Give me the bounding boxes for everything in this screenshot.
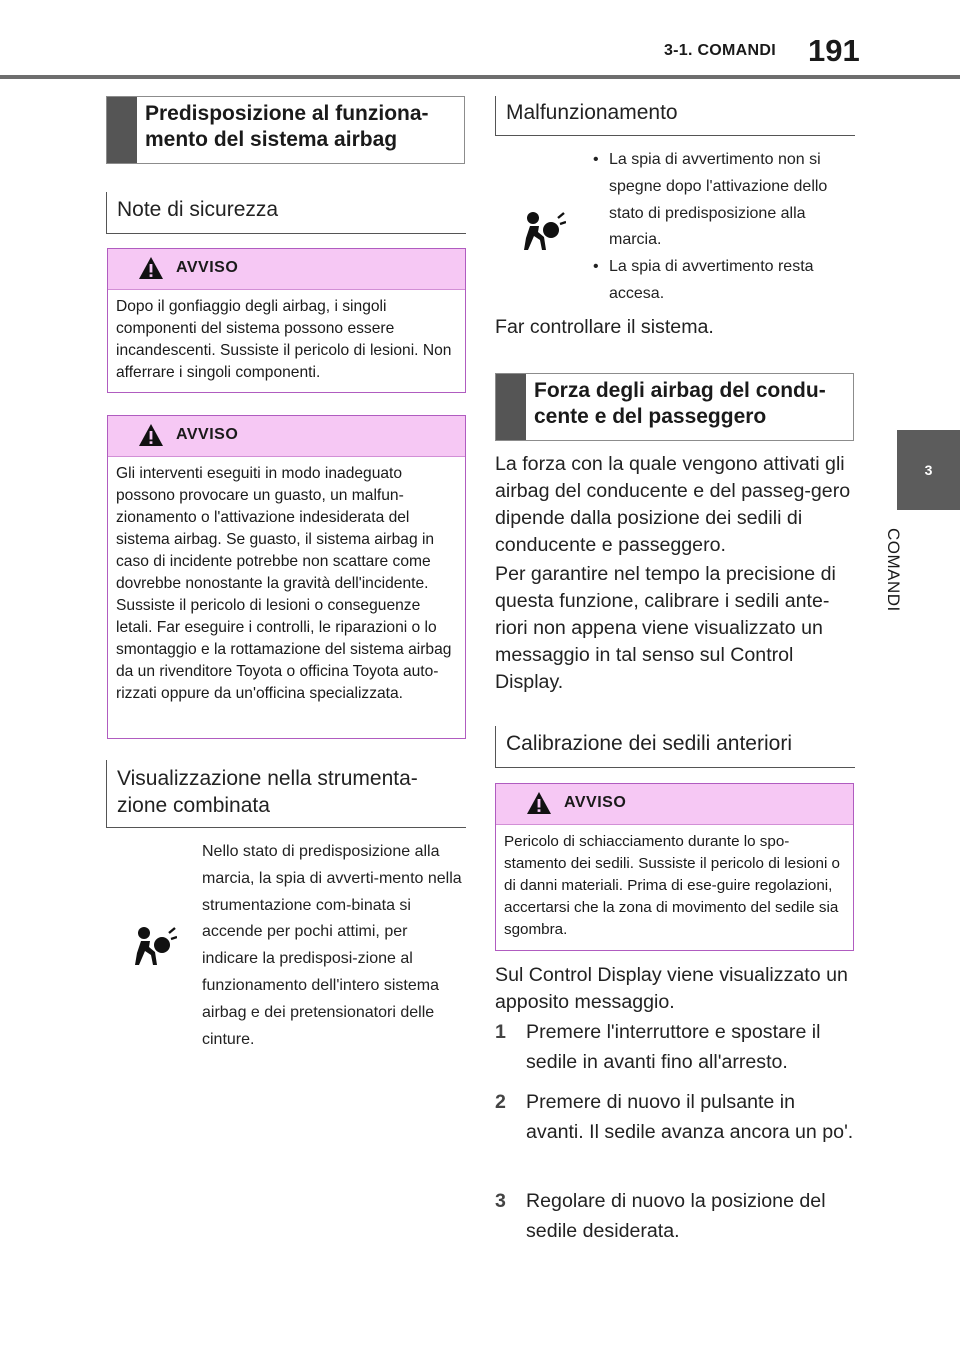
warning-triangle-icon [138,256,164,280]
airbag-force-paragraph: La forza con la quale vengono attivati gli airbag del conducente e del passeg-gero dipende dalla posizione dei sedili di conducente e passeggero. [495,453,851,556]
warning-label: AVVISO [176,426,239,443]
subheading-malfunction: Malfunzionamento [495,96,855,136]
message-paragraph: Sul Control Display viene visualizzato un apposito messaggio. [495,964,848,1013]
step-number: 1 [495,1021,506,1043]
subheading-seat-calibration: Calibrazione dei sedili anteriori [495,726,855,768]
warning-box-2 [107,415,466,739]
list-item: • La spia di avvertimento non si spegne dopo l'attivazione dello stato di predisposizione alla marcia. [593,147,855,254]
subheading-instrument-display: Visualizzazione nella strumenta- zione combinata [106,760,466,828]
step-text: Regolare di nuovo la posizione del sedile desiderata. [526,1190,826,1242]
instrument-display-text: Nello stato di predisposizione alla marcia, la spia di avverti-mento nella strumentazione com-binata si accende per pochi attimi, per indicare la predisposi-zione al funzionamento dell'intero sistema airbag e dei pretensionatori delle cinture. [202,843,462,1048]
step-number: 3 [495,1190,506,1212]
section-heading-airbag-readiness [106,96,465,164]
chapter-tab[interactable] [897,430,960,510]
heading-bar [496,374,526,440]
warning-label: AVVISO [176,259,239,276]
step-2 [495,1087,855,1147]
airbag-warning-icon [520,210,566,256]
warning-box-1 [107,248,466,393]
step-1 [495,1017,855,1077]
step-text: Premere l'interruttore e spostare il sedile in avanti fino all'arresto. [526,1021,821,1073]
chapter-number: 3 [924,462,933,478]
subheading-safety-notes: Note di sicurezza [106,192,466,234]
warning-header [108,416,465,457]
warning-box-3 [495,783,854,951]
header-rule [0,75,960,79]
calibration-hint-paragraph: Per garantire nel tempo la precisione di questa funzione, calibrare i sedili ante-riori non appena viene visualizzato un messaggio in tal senso sul Control Display. [495,563,836,693]
warning-header [108,249,465,290]
warning-label: AVVISO [564,794,627,811]
step-3 [495,1186,855,1246]
heading-bar [107,97,137,163]
chapter-label: COMANDI [884,528,904,612]
warning-text: Gli interventi eseguiti in modo inadeguato possono provocare un guasto, un malfun-zionamento o l'attivazione indesiderata del sistema airbag. Se guasto, il sistema airbag in caso di incidente potrebbe non scattare come dovrebbe nonostante la gravità dell'incidente. Sussiste il pericolo di lesioni o conseguenze letali. Far eseguire i controlli, le riparazioni o lo smontaggio e la rottamazione del sistema airbag da un rivenditore Toyota o officina Toyota auto-rizzati oppure da un'officina specializzata. [116,465,452,702]
section-heading-airbag-force [495,373,854,441]
warning-header [496,784,853,825]
airbag-warning-icon [131,925,177,971]
malfunction-list [593,147,855,308]
step-number: 2 [495,1091,506,1113]
warning-triangle-icon [526,791,552,815]
heading-text: Forza degli airbag del condu- cente e del passeggero [534,379,826,428]
warning-triangle-icon [138,423,164,447]
section-title: 3-1. COMANDI [663,42,776,59]
step-text: Premere di nuovo il pulsante in avanti. Il sedile avanza ancora un po'. [526,1091,854,1143]
check-system-text: Far controllare il sistema. [495,316,714,338]
list-item: • La spia di avvertimento resta accesa. [593,254,855,308]
page-number: 191 [808,33,860,68]
heading-text: Predisposizione al funziona- mento del sistema airbag [145,102,429,151]
warning-text: Dopo il gonfiaggio degli airbag, i singoli componenti del sistema possono essere incandescenti. Sussiste il pericolo di lesioni. Non afferrare i singoli componenti. [116,298,452,381]
warning-text: Pericolo di schiacciamento durante lo spo-stamento dei sedili. Sussiste il pericolo di lesioni o di danni materiali. Prima di ese-guire regolazioni, accertarsi che la zona di movimento del sedile sia sgombra. [504,833,840,938]
